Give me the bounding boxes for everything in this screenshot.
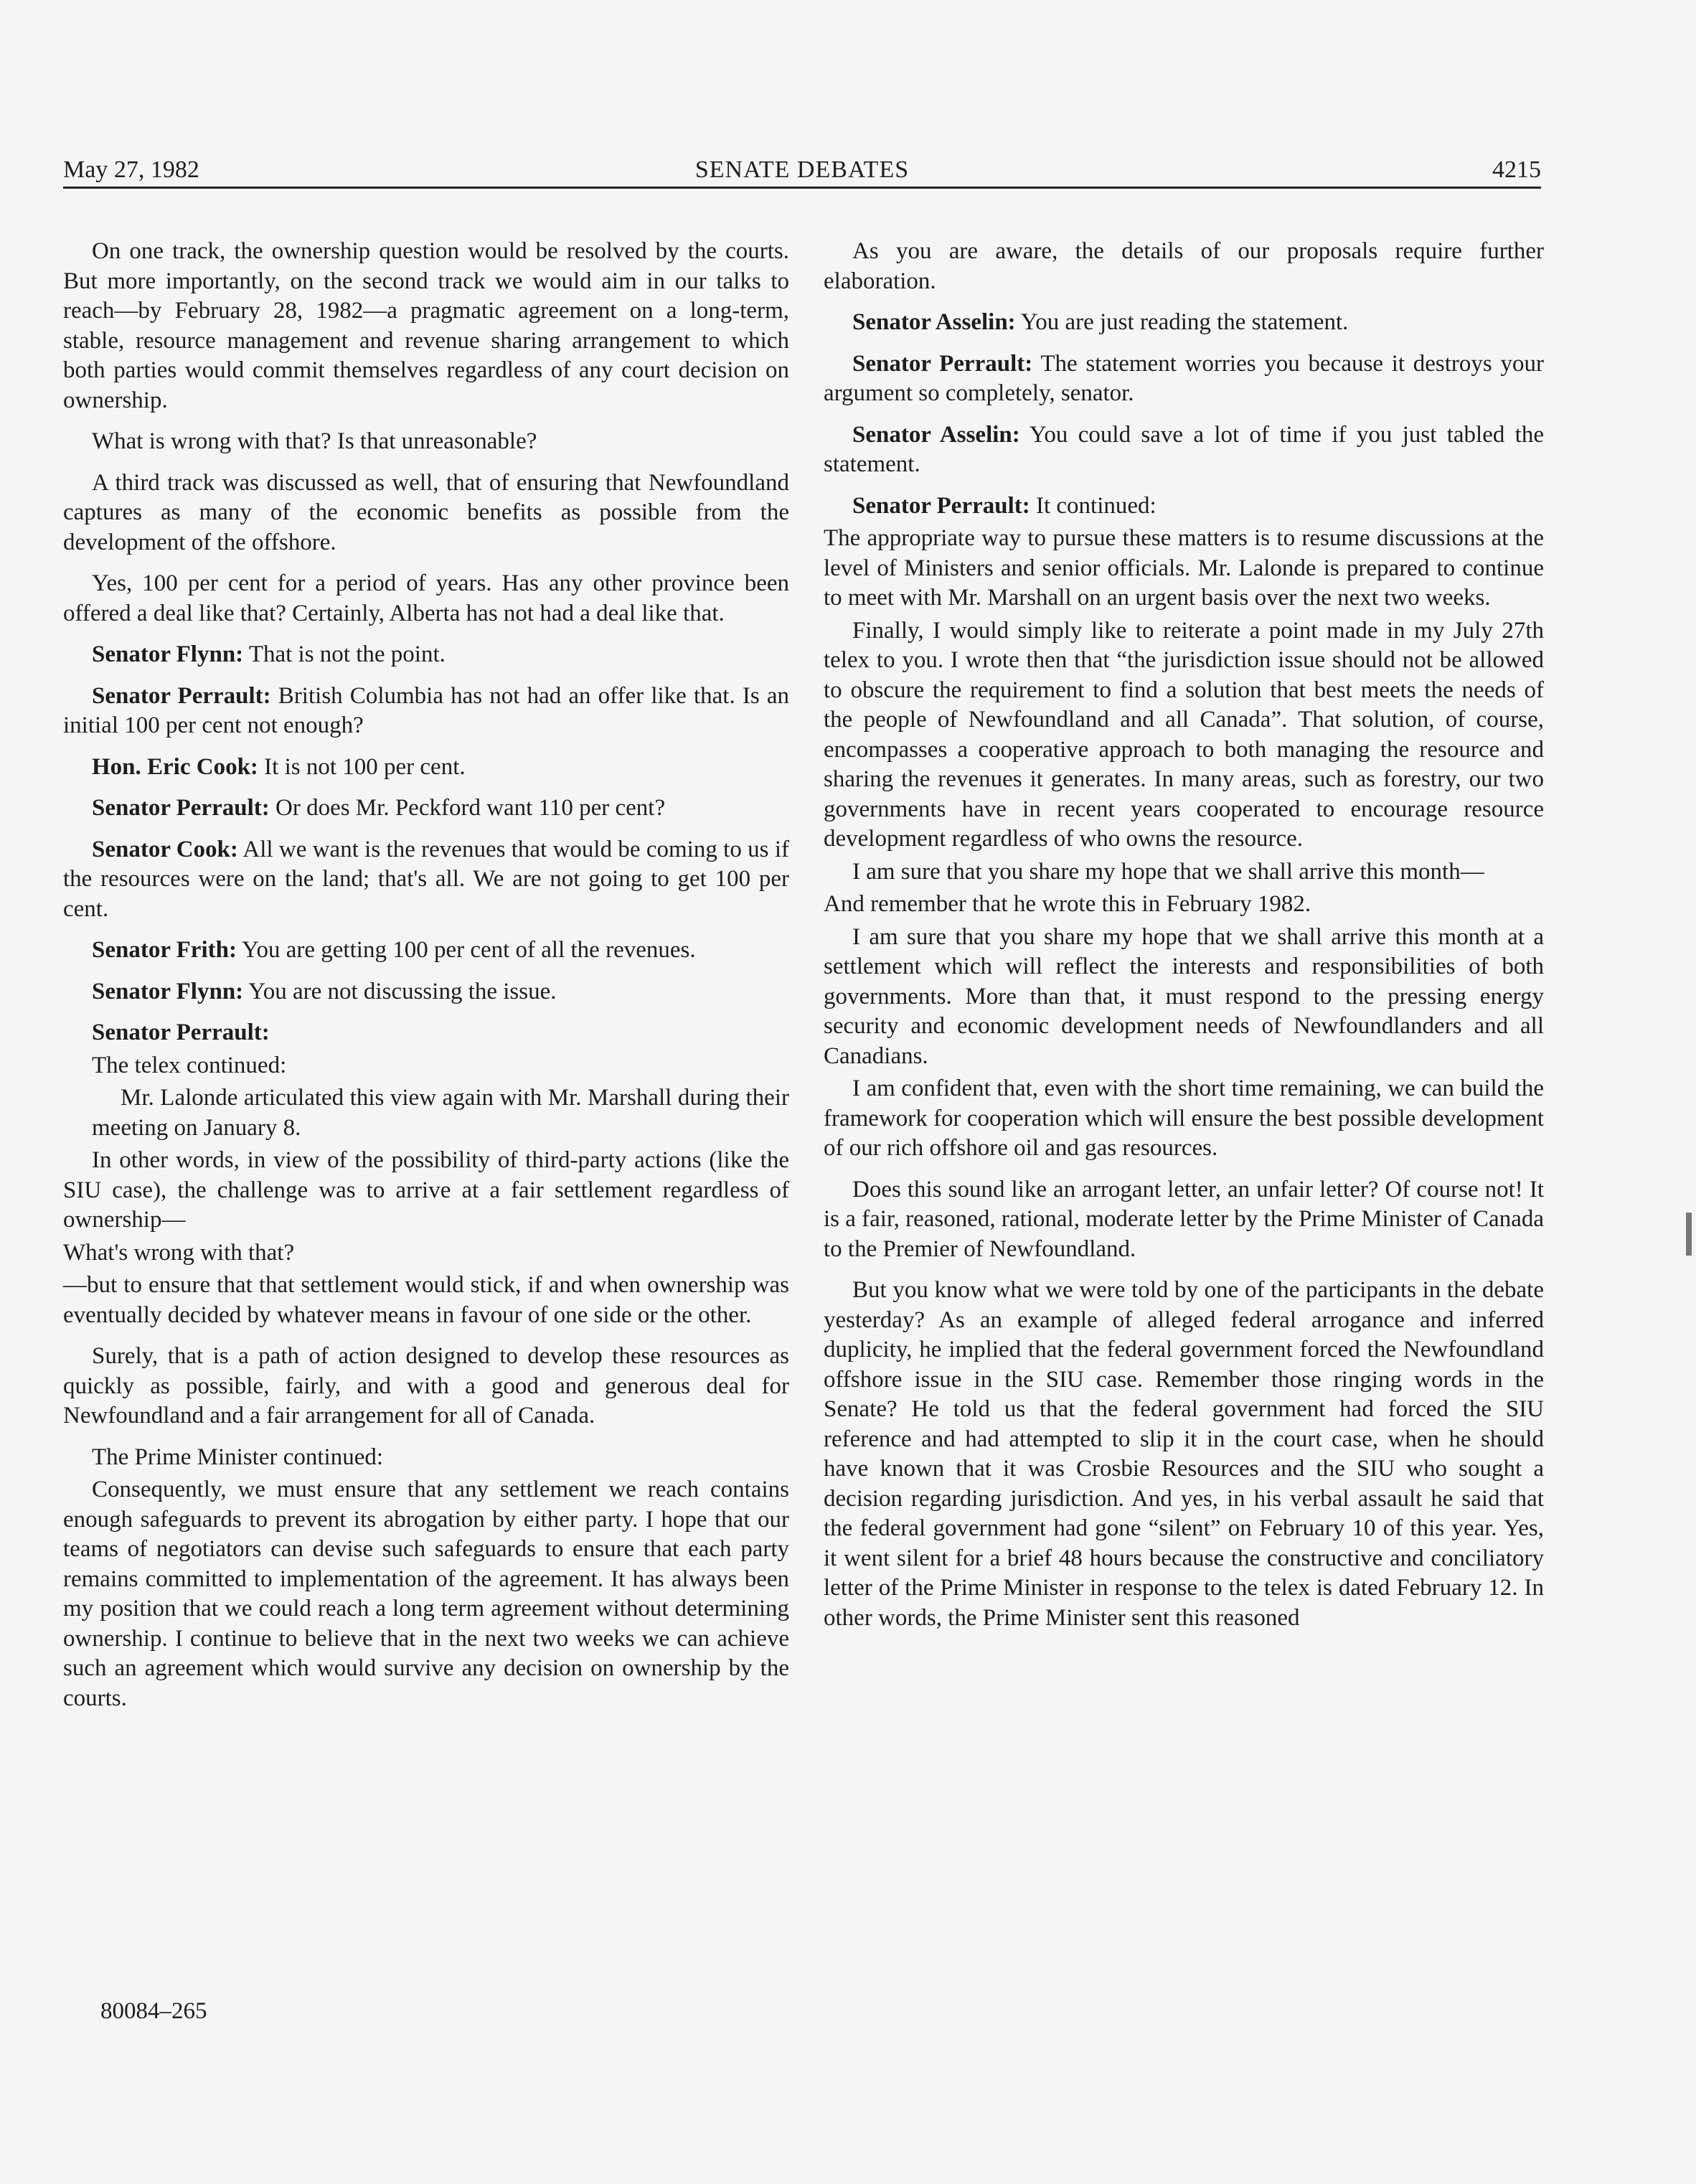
header-rule [63,187,1541,189]
speech-perrault [824,349,1544,409]
speaker-name: Senator Perrault: [92,795,270,821]
paragraph: Does this sound like an arrogant letter, an unfair letter? Of course not! It is a fair, reasoned, rational, moderate letter by the Prime Minister of Canada to the Premier of Newfoundland. [824,1176,1544,1262]
speech-text: You are just reading the statement. [1015,309,1349,335]
quote-paragraph: —but to ensure that that settlement would stick, if and when ownership was eventually decided by whatever means in favour of one side or the other. [63,1272,789,1328]
header-page-number: 4215 [1492,156,1541,183]
paragraph: Yes, 100 per cent for a period of years. Has any other province been offered a deal like that? Certainly, Alberta has not had a deal like that. [63,570,789,626]
speech-text: That is not the point. [243,641,446,667]
speaker-name: Senator Perrault: [92,682,271,709]
quote-paragraph: Consequently, we must ensure that any settlement we reach contains enough safeguards to prevent its abrogation by either party. I hope that our teams of negotiators can devise such safeguards to ensure that each party remains committed to implementation of the agreement. It has always been my position that we could reach a long term agreement without determining ownership. I continue to believe that in the next two weeks we can achieve such an agreement which would survive any decision on ownership by the courts. [63,1477,789,1711]
speaker-name: Senator Asselin: [852,309,1016,335]
speech-asselin [824,308,1544,338]
speech-frith [63,936,789,966]
header-title: SENATE DEBATES [694,156,910,183]
paragraph: The telex continued: [92,1052,287,1078]
paragraph: And remember that he wrote this in February 1982. [824,891,1311,917]
speaker-name: Senator Asselin: [852,421,1020,448]
paragraph: Surely, that is a path of action designed to develop these resources as quickly as possible, fairly, and with a good and generous deal for Newfoundland and a fair arrangement for all of Canada. [63,1343,789,1428]
paragraph: What's wrong with that? [63,1239,295,1266]
left-column [63,237,789,1725]
speech-text: It is not 100 per cent. [258,753,466,780]
speech-text: British Columbia has not had an offer like that. Is an initial 100 per cent not enough? [63,682,789,738]
speech-perrault [63,1018,789,1048]
speaker-name: Hon. Eric Cook: [92,753,258,780]
speech-perrault [824,491,1544,522]
speech-asselin [824,420,1544,480]
header-date: May 27, 1982 [63,156,199,183]
speech-text: All we want is the revenues that would be coming to us if the resources were on the land; that's all. We are not going to get 100 per cent. [63,836,789,922]
paragraph: The Prime Minister continued: [92,1444,384,1470]
quote-paragraph: I am confident that, even with the short time remaining, we can build the framework for cooperation which will ensure the best possible development of our rich offshore oil and gas resources. [824,1075,1544,1161]
speech-text: It continued: [1030,492,1156,519]
quote-paragraph: The appropriate way to pursue these matters is to resume discussions at the level of Ministers and senior officials. Mr. Lalonde is prepared to continue to meet with Mr. Marshall on an urgent basis over the next two weeks. [824,525,1544,611]
quote-paragraph: A third track was discussed as well, that of ensuring that Newfoundland captures as many of the economic benefits as possible from the development of the offshore. [63,469,789,555]
speaker-name: Senator Cook: [92,836,238,862]
paragraph: What is wrong with that? Is that unreasonable? [92,428,537,454]
speaker-name: Senator Perrault: [852,492,1030,519]
speech-cook [63,835,789,925]
quote-paragraph: Finally, I would simply like to reiterate a point made in my July 27th telex to you. I wrote then that “the jurisdiction issue should not be allowed to obscure the requirement to find a solution that best meets the needs of the people of Newfoundland and all Canada”. That solution, of course, encompasses a cooperative approach to both managing the resource and sharing the revenues it generates. In many areas, such as forestry, our two governments have in recent years cooperated to encourage resource development regardless of who owns the resource. [824,617,1544,852]
quote-paragraph: In other words, in view of the possibility of third-party actions (like the SIU case), the challenge was to arrive at a fair settlement regardless of ownership— [63,1147,789,1233]
speech-text: Or does Mr. Peckford want 110 per cent? [269,795,666,821]
speech-flynn [63,640,789,670]
speaker-name: Senator Flynn: [92,641,244,667]
right-column [824,237,1544,1644]
speech-text: You are getting 100 per cent of all the revenues. [236,937,696,963]
quote-paragraph: Mr. Lalonde articulated this view again with Mr. Marshall during their meeting on January 8. [92,1085,789,1141]
speaker-name: Senator Frith: [92,937,237,963]
quote-paragraph: As you are aware, the details of our proposals require further elaboration. [824,238,1544,294]
speech-flynn [63,977,789,1007]
speech-cook [63,753,789,783]
speaker-name: Senator Perrault: [852,350,1033,377]
speech-text: You are not discussing the issue. [243,978,557,1004]
speech-perrault [63,682,789,741]
quote-paragraph: I am sure that you share my hope that we shall arrive this month at a settlement which will reflect the interests and responsibilities of both governments. More than that, it must respond to the pressing energy security and economic development needs of Newfoundlanders and all Canadians. [824,923,1544,1069]
footer-code: 80084–265 [100,1998,207,2024]
page-header [63,152,1541,188]
paragraph: But you know what we were told by one of the participants in the debate yesterday? As an example of alleged federal arrogance and inferred duplicity, he implied that the federal government forced the Newfoundland offshore issue in the SIU case. Remember those ringing words in the Senate? He told us that the federal government had forced the SIU reference and had attempted to slip it in the court case, when he should have known that it was Crosbie Resources and the SIU who sought a decision regarding jurisdiction. And yes, in his verbal assault he said that the federal government had gone “silent” on February 10 of this year. Yes, it went silent for a brief 48 hours because the constructive and conciliatory letter of the Prime Minister in response to the telex is dated February 12. In other words, the Prime Minister sent this reasoned [824,1277,1544,1631]
speech-perrault [63,794,789,824]
speech-text: The statement worries you because it destroys your argument so completely, senator. [824,350,1544,406]
speaker-name: Senator Flynn: [92,978,244,1004]
scan-edge-mark [1686,1213,1692,1256]
speaker-name: Senator Perrault: [92,1020,270,1045]
quote-paragraph: On one track, the ownership question would be resolved by the courts. But more importantly, on the second track we would aim in our talks to reach—by February 28, 1982—a pragmatic agreement on a long-term, stable, resource management and revenue sharing arrangement to which both parties would commit themselves regardless of any court decision on ownership. [63,238,789,413]
quote-paragraph: I am sure that you share my hope that we shall arrive this month— [852,858,1484,885]
speech-text: You could save a lot of time if you just tabled the statement. [824,421,1544,477]
